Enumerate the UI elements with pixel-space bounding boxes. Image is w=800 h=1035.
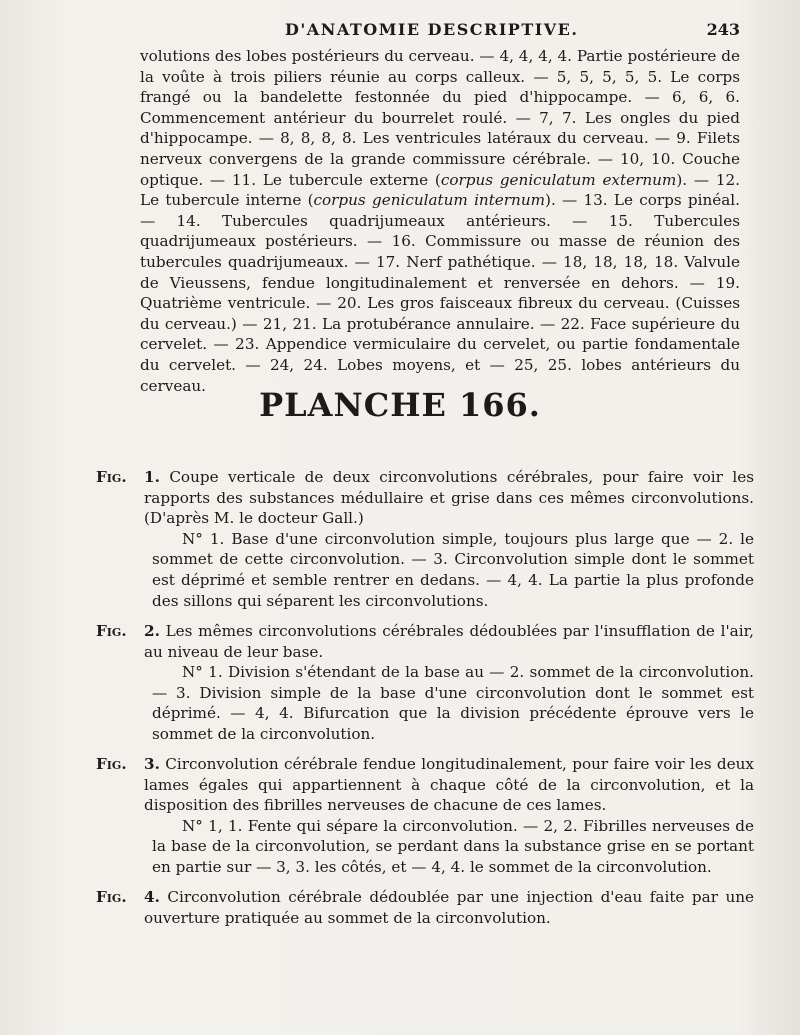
figure-number: 4. [144,888,160,906]
running-header [0,18,800,44]
continuation-text: volutions des lobes postérieurs du cerveau. — 4, 4, 4, 4. Partie postérieure de la voûte à trois piliers réunie au corps calleux. — 5, 5, 5, 5, 5. Le corps frangé ou la bandelette festonnée du pied d'hippocampe. — 6, 6, 6. Commencement antérieur du bourrelet roulé. — 7, 7. Les ongles du pied d'hippocampe. — 8, 8, 8, 8. Les ventricules latéraux du cerveau. — 9. Filets nerveux convergens de la grande commissure cérébrale. — 10, 10. Couche optique. — 11. Le tubercule externe ( [140,47,740,189]
figure-number: 3. [144,755,160,773]
figure-caption-text: Les mêmes circonvolutions cérébrales dédoublées par l'insufflation de l'air, au niveau de leur base. [144,622,754,661]
figure-entry-3 [96,754,756,878]
figure-tag: Fig. [96,755,127,773]
running-title: D'ANATOMIE DESCRIPTIVE. [285,20,579,39]
figure-caption-text: Coupe verticale de deux circonvolutions cérébrales, pour faire voir les rapports des substances médullaire et grise dans ces mêmes circonvolutions. (D'après M. le docteur Gall.) [144,468,755,528]
figure-caption [144,467,754,529]
continuation-latin-2: corpus geniculatum internum [313,191,546,210]
figure-legend: N° 1, 1. Fente qui sépare la circonvolution. — 2, 2. Fibrilles nerveuses de la base de la circonvolution, se perdant dans la substance grise en se portant en partie sur — 3, 3. les côtés, et — 4, 4. le sommet de la circonvolution. [152,816,754,876]
continuation-latin-1: corpus geniculatum externum [440,170,677,189]
figure-caption [144,754,754,816]
figure-tag: Fig. [96,622,127,640]
continuation-text-3: ). — 13. Le corps pinéal. — 14. Tubercules quadrijumeaux antérieurs. — 15. Tubercules quadrijumeaux postérieurs. — 16. Commissure ou masse de réunion des tubercules quadrijumeaux. — 17. Nerf pathétique. — 18, 18, 18, 18. Valvule de Vieussens, fendue longitudinalement et renversée en dehors. — 19. Quatrième ventricule. — 20. Les gros faisceaux fibreux du cerveau. (Cuisses du cerveau.) — 21, 21. La protubérance annulaire. — 22. Face supérieure du cervelet. — 23. Appendice vermiculaire du cervelet, ou partie fondamentale du cervelet. — 24, 24. Lobes moyens, et — 25, 25. lobes antérieurs du cerveau. [140,191,740,395]
figure-entry-4 [96,887,756,928]
figure-tag: Fig. [96,468,127,486]
figure-number: 2. [144,622,160,640]
figure-legend: N° 1. Base d'une circonvolution simple, toujours plus large que — 2. le sommet de cette circonvolution. — 3. Circonvolution simple dont le sommet est déprimé et semble rentrer en dedans. — 4, 4. La partie la plus profonde des sillons qui séparent les circonvolutions. [152,529,754,610]
figure-tag: Fig. [96,888,127,906]
figure-number: 1. [144,468,160,486]
figure-caption [144,887,754,928]
plate-title: PLANCHE 166. [259,386,541,424]
figure-entry-1 [96,467,756,611]
continuation-paragraph [140,46,740,396]
page-number: 243 [706,20,740,39]
figure-legend: N° 1. Division s'étendant de la base au — 2. sommet de la circonvolution. — 3. Division simple de la base d'une circonvolution dont le sommet est déprimé. — 4, 4. Bifurcation que la division précédente éprouve vers le sommet de la circonvolution. [152,663,754,743]
figure-caption-text: Circonvolution cérébrale dédoublée par une injection d'eau faite par une ouverture pratiquée au sommet de la circonvolution. [144,888,754,927]
figure-caption-text: Circonvolution cérébrale fendue longitudinalement, pour faire voir les deux lames égales qui appartiennent à chaque côté de la circonvolution, et la disposition des fibrilles nerveuses de chacune de ces lames. [144,755,754,815]
figure-entry-2 [96,621,756,745]
figure-caption [144,621,754,662]
continuation-text-2: ). — 12. Le tubercule interne ( [140,170,740,210]
